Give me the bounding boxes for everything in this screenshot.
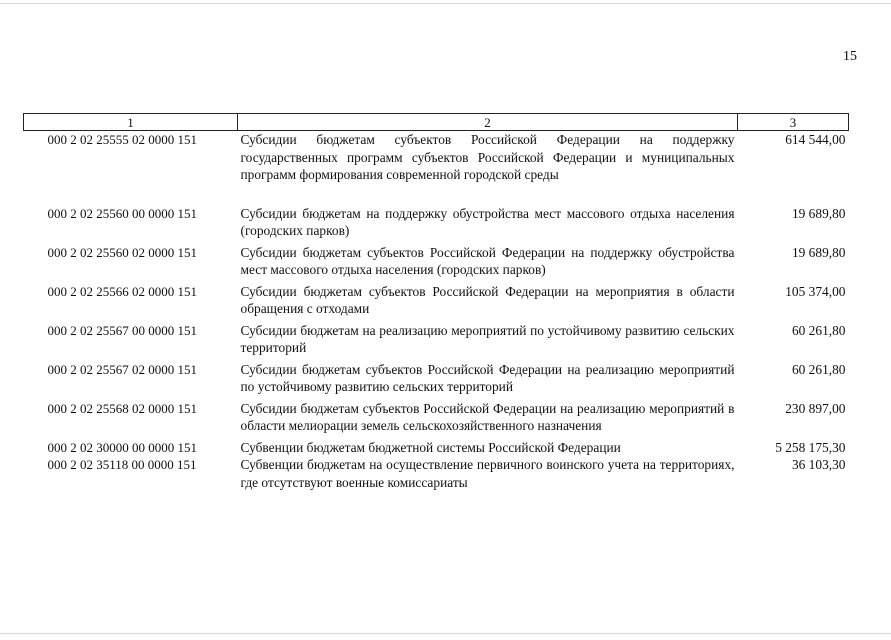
budget-code-cell: 000 2 02 25566 02 0000 151 [47,283,197,299]
page-number: 15 [843,49,857,64]
budget-code-cell: 000 2 02 25567 00 0000 151 [47,322,197,338]
scan-edge-top [0,3,891,4]
column-header-code: 1 [24,114,238,131]
budget-code-cell: 000 2 02 25560 00 0000 151 [47,205,197,221]
budget-code-cell: 000 2 02 25560 02 0000 151 [47,244,197,260]
amount-cell: 19 689,80 [791,244,846,260]
column-header-amount: 3 [738,114,849,131]
amount-cell: 60 261,80 [791,361,846,377]
table-row [24,131,849,205]
amount-cell: 60 261,80 [791,322,846,338]
description-cell: Субвенции бюджетам на осуществление первичного воинского учета на территориях, где отсутствуют военные комиссариаты [240,457,735,490]
description-cell: Субсидии бюджетам субъектов Российской Федерации на поддержку обустройства мест массового отдыха населения (городских парков) [240,244,735,277]
description-cell: Субсидии бюджетам субъектов Российской Федерации на поддержку государственных программ субъектов Российской Федерации и муниципальных программ формирования современной городской среды [240,132,735,182]
table-header-row [24,114,849,131]
table-row [24,322,849,361]
budget-code-cell: 000 2 02 25568 02 0000 151 [47,400,197,416]
amount-cell: 36 103,30 [791,457,846,472]
column-header-name: 2 [238,114,738,131]
budget-code-cell: 000 2 02 30000 00 0000 151 [47,439,197,455]
budget-code-cell: 000 2 02 35118 00 0000 151 [47,457,197,472]
amount-cell: 5 258 175,30 [775,439,846,455]
table-row [24,439,849,457]
amount-cell: 230 897,00 [785,400,846,416]
description-cell: Субсидии бюджетам субъектов Российской Федерации на реализацию мероприятий в области мелиорации земель сельскохозяйственного назначения [240,400,735,433]
description-cell: Субвенции бюджетам бюджетной системы Российской Федерации [240,439,621,455]
amount-cell: 614 544,00 [785,132,846,147]
table-row [24,456,849,495]
budget-code-cell: 000 2 02 25555 02 0000 151 [47,132,197,147]
table-row [24,244,849,283]
description-cell: Субсидии бюджетам на поддержку обустройства мест массового отдыха населения (городских парков) [240,205,735,238]
table-row [24,400,849,439]
amount-cell: 19 689,80 [791,205,846,221]
table-row [24,283,849,322]
scan-edge-bottom [0,633,891,634]
table-row [24,205,849,244]
budget-revenue-table [23,113,849,495]
description-cell: Субсидии бюджетам субъектов Российской Федерации на мероприятия в области обращения с отходами [240,283,735,316]
description-cell: Субсидии бюджетам на реализацию мероприятий по устойчивому развитию сельских территорий [240,322,735,355]
budget-code-cell: 000 2 02 25567 02 0000 151 [47,361,197,377]
description-cell: Субсидии бюджетам субъектов Российской Федерации на реализацию мероприятий по устойчивому развитию сельских территорий [240,361,735,394]
amount-cell: 105 374,00 [785,283,846,299]
table-row [24,361,849,400]
